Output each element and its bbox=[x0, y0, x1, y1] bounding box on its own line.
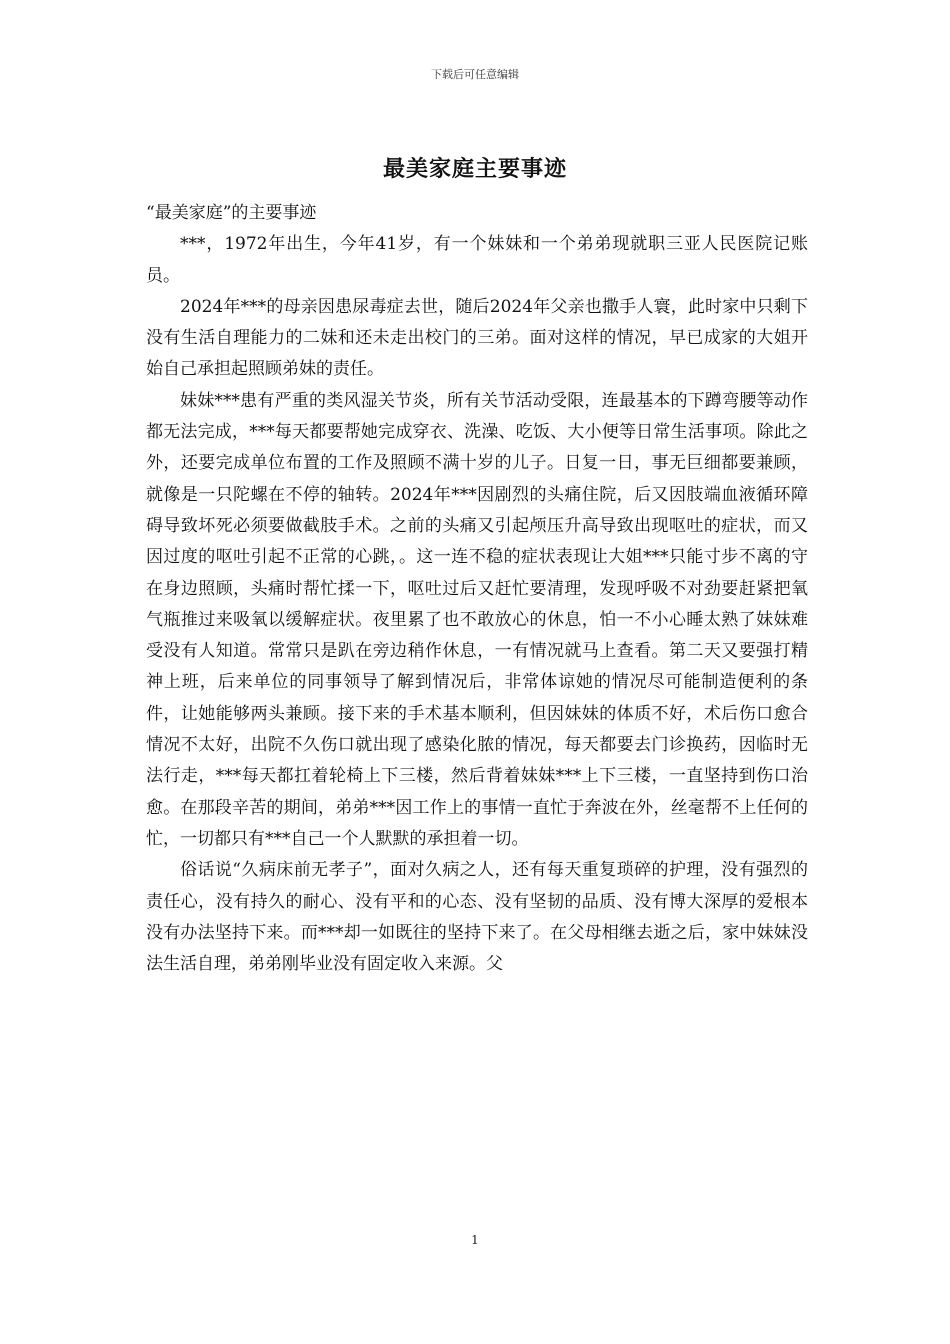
subtitle: “最美家庭”的主要事迹 bbox=[146, 203, 317, 223]
header-note: 下载后可任意编辑 bbox=[431, 68, 519, 81]
paragraph-3: 妹妹***患有严重的类风湿关节炎，所有关节活动受限，连最基本的下蹲弯腰等动作都无法完成，***每天都要帮她完成穿衣、洗澡、吃饭、大小便等日常生活事项。除此之外，还要完成单位布置的工作及照顾不满十岁的儿子。日复一日，事无巨细都要兼顾，就像是一只陀螺在不停的轴转。2024年***因剧烈的头痛住院，后又因肢端血液循环障碍导致坏死必须要做截肢手术。之前的头痛又引起颅压升高导致出现呕吐的症状，而又因过度的呕吐引起不正常的心跳，。这一连不稳的症状表现让大姐***只能寸步不离的守在身边照顾，头痛时帮忙揉一下，呕吐过后又赶忙要清理，发现呼吸不对劲要赶紧把氧气瓶推过来吸氧以缓解症状。夜里累了也不敢放心的休息，怕一不小心睡太熟了妹妹难受没有人知道。常常只是趴在旁边稍作休息，一有情况就马上查看。第二天又要强打精神上班，后来单位的同事领导了解到情况后，非常体谅她的情况尽可能制造便利的条件，让她能够两头兼顾。接下来的手术基本顺利，但因妹妹的体质不好，术后伤口愈合情况不太好，出院不久伤口就出现了感染化脓的情况，每天都要去门诊换药，因临时无法行走，***每天都扛着轮椅上下三楼，然后背着妹妹***上下三楼，一直坚持到伤口治愈。在那段辛苦的期间，弟弟***因工作上的事情一直忙于奔波在外，丝毫帮不上任何的忙，一切都只有***自己一个人默默的承担着一切。 bbox=[146, 390, 808, 849]
document-title: 最美家庭主要事迹 bbox=[382, 157, 567, 182]
document-body bbox=[146, 198, 808, 980]
paragraph-1: ***，1972年出生，今年41岁，有一个妹妹和一个弟弟现就职三亚人民医院记账员。 bbox=[146, 234, 808, 286]
paragraph-4: 俗话说“久病床前无孝子”，面对久病之人，还有每天重复琐碎的护理，没有强烈的责任心，没有持久的耐心、没有平和的心态、没有坚韧的品质、没有博大深厚的爱根本没有办法坚持下来。而***却一如既往的坚持下来了。在父母相继去逝之后，家中妹妹没法生活自理，弟弟刚毕业没有固定收入来源。父 bbox=[146, 860, 808, 975]
paragraph-2: 2024年***的母亲因患尿毒症去世，随后2024年父亲也撒手人寰，此时家中只剩下没有生活自理能力的二妹和还未走出校门的三弟。面对这样的情况，早已成家的大姐开始自己承担起照顾弟妹的责任。 bbox=[146, 296, 808, 380]
page-number: 1 bbox=[471, 1233, 479, 1247]
